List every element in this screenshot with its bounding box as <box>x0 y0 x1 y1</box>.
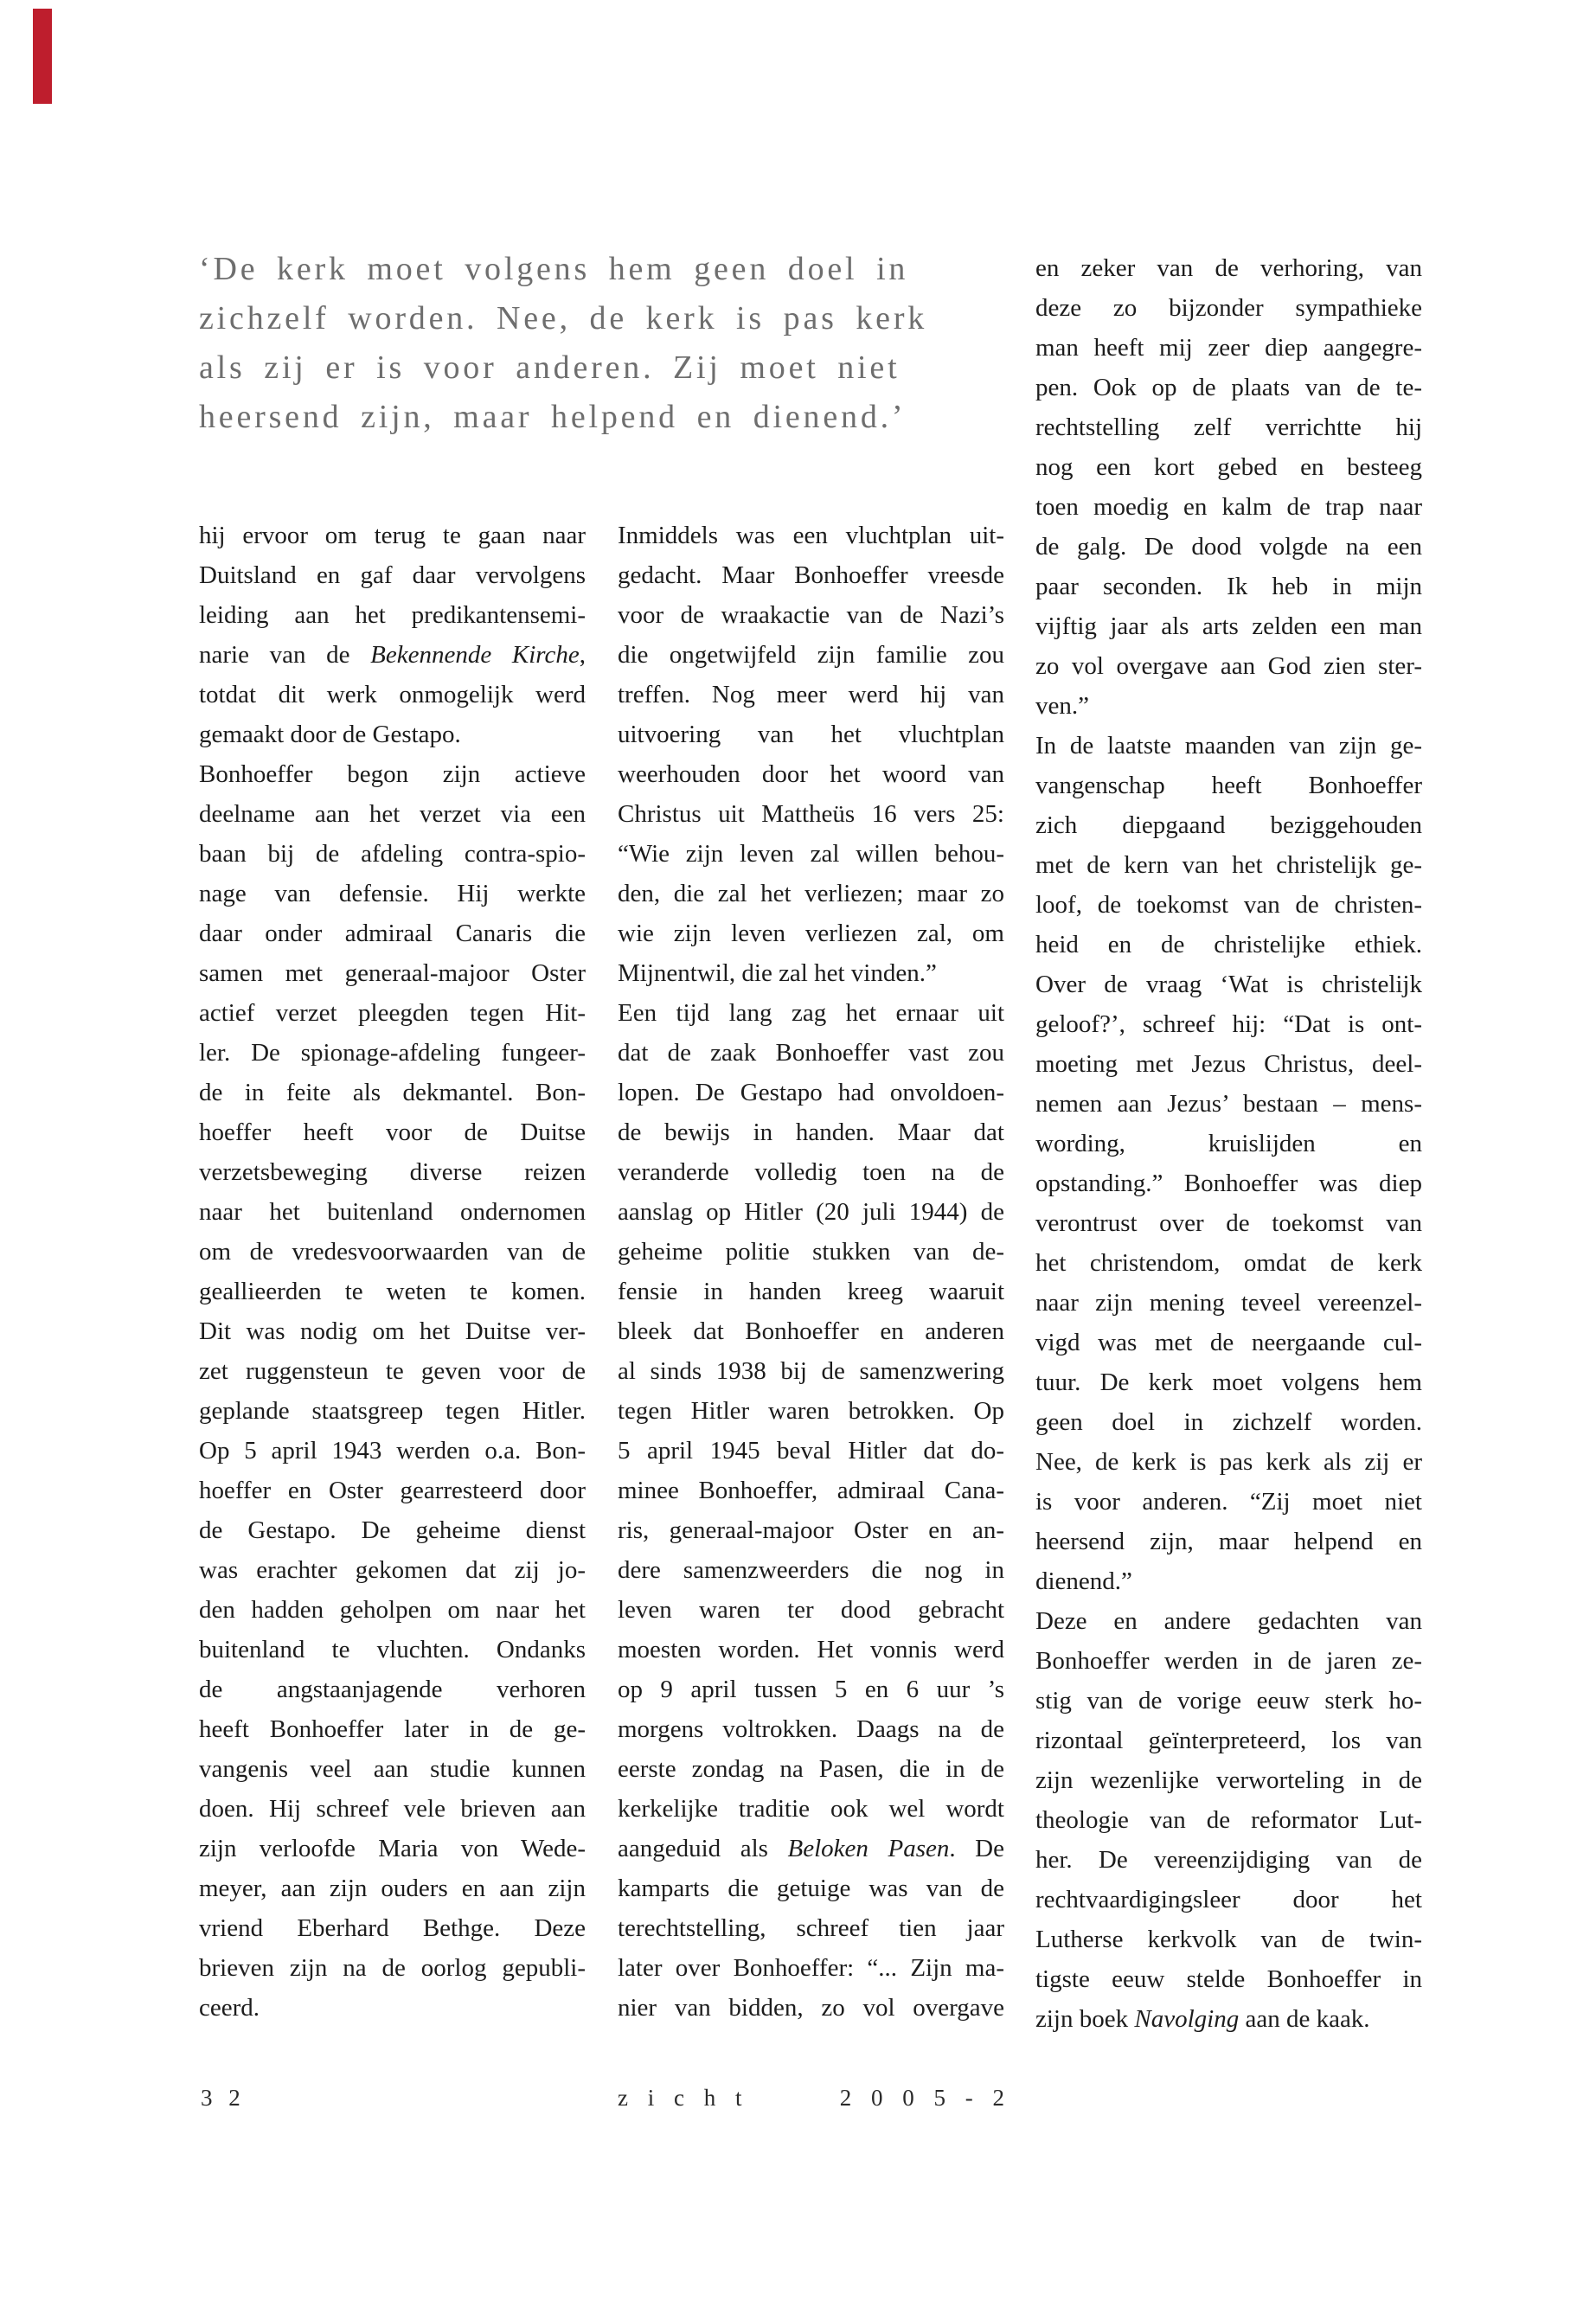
text-line: stig van de vorige eeuw sterk ho- <box>1035 1687 1422 1715</box>
text-line: tigste eeuw stelde Bonhoeffer in <box>1035 1965 1422 1993</box>
text-line: loof, de toekomst van de christen- <box>1035 891 1422 919</box>
journal-name: z i c h t <box>618 2085 742 2111</box>
text-line: dat de zaak Bonhoeffer vast zou <box>618 1039 1004 1067</box>
text-line: naar het buitenland ondernomen <box>199 1198 586 1226</box>
text-line: Christus uit Mattheüs 16 vers 25: <box>618 800 1004 828</box>
text-line: vigd was met de neergaande cul- <box>1035 1329 1422 1356</box>
text-line: 5 april 1945 beval Hitler dat do- <box>618 1437 1004 1465</box>
text-line: wording, kruislijden en <box>1035 1130 1422 1157</box>
text-line: meyer, aan zijn ouders en aan zijn <box>199 1875 586 1902</box>
text-line: zet ruggensteun te geven voor de <box>199 1357 586 1385</box>
text-line: Lutherse kerkvolk van de twin- <box>1035 1926 1422 1953</box>
text-line: moeting met Jezus Christus, deel- <box>1035 1050 1422 1078</box>
text-line: weerhouden door het woord van <box>618 760 1004 788</box>
issue-number: 2 0 0 5 - 2 <box>839 2085 1004 2111</box>
text-line: ris, generaal-majoor Oster en an- <box>618 1516 1004 1544</box>
text-line: heid en de christelijke ethiek. <box>1035 931 1422 958</box>
text-line: de galg. De dood volgde na een <box>1035 533 1422 561</box>
text-line: de in feite als dekmantel. Bon- <box>199 1079 586 1106</box>
text-line: treffen. Nog meer werd hij van <box>618 681 1004 708</box>
text-line: hoeffer en Oster gearresteerd door <box>199 1477 586 1504</box>
text-line: vangenis veel aan studie kunnen <box>199 1755 586 1783</box>
text-line: eerste zondag na Pasen, die in de <box>618 1755 1004 1783</box>
text-line: gedacht. Maar Bonhoeffer vreesde <box>618 561 1004 589</box>
text-line: nage van defensie. Hij werkte <box>199 880 586 907</box>
red-bookmark-mark <box>33 9 52 104</box>
text-line: samen met generaal-majoor Oster <box>199 959 586 987</box>
text-line: ler. De spionage-afdeling fungeer- <box>199 1039 586 1067</box>
text-line: de Gestapo. De geheime dienst <box>199 1516 586 1544</box>
text-line: totdat dit werk onmogelijk werd <box>199 681 586 708</box>
text-line: deelname aan het verzet via een <box>199 800 586 828</box>
text-line: voor de wraakactie van de Nazi’s <box>618 601 1004 629</box>
text-column-2 <box>618 516 1004 2028</box>
text-line: rechtstelling zelf verrichtte hij <box>1035 413 1422 441</box>
text-column-1 <box>199 516 586 2028</box>
text-line: rechtvaardigingsleer door het <box>1035 1886 1422 1913</box>
text-line: Duitsland en gaf daar vervolgens <box>199 561 586 589</box>
text-line: later over Bonhoeffer: “... Zijn ma- <box>618 1954 1004 1982</box>
text-line: hoeffer heeft voor de Duitse <box>199 1118 586 1146</box>
text-line: deze zo bijzonder sympathieke <box>1035 294 1422 322</box>
text-line: vangenschap heeft Bonhoeffer <box>1035 772 1422 799</box>
text-line: zijn verloofde Maria von Wede- <box>199 1835 586 1862</box>
text-line: veranderde volledig toen na de <box>618 1158 1004 1186</box>
text-line: naar zijn mening teveel vereenzel- <box>1035 1289 1422 1317</box>
text-line: opstanding.” Bonhoeffer was diep <box>1035 1170 1422 1197</box>
text-line: heeft Bonhoeffer later in de ge- <box>199 1715 586 1743</box>
text-line: om de vredesvoorwaarden van de <box>199 1238 586 1266</box>
text-line: geen doel in zichzelf worden. <box>1035 1408 1422 1436</box>
text-line: Deze en andere gedachten van <box>1035 1607 1422 1635</box>
text-line: Dit was nodig om het Duitse ver- <box>199 1317 586 1345</box>
text-line: ven.” <box>1035 692 1089 720</box>
text-line: moesten worden. Het vonnis werd <box>618 1636 1004 1663</box>
text-line: verzetsbeweging diverse reizen <box>199 1158 586 1186</box>
text-line: buitenland te vluchten. Ondanks <box>199 1636 586 1663</box>
text-line: het christendom, omdat de kerk <box>1035 1249 1422 1277</box>
text-line: baan bij de afdeling contra-spio- <box>199 840 586 868</box>
text-line: tuur. De kerk moet volgens hem <box>1035 1368 1422 1396</box>
text-line: Op 5 april 1943 werden o.a. Bon- <box>199 1437 586 1465</box>
text-line: zich diepgaand beziggehouden <box>1035 811 1422 839</box>
text-line: narie van de Bekennende Kirche, <box>199 641 586 669</box>
pull-quote <box>199 245 1012 442</box>
text-line: uitvoering van het vluchtplan <box>618 721 1004 748</box>
text-line: dienend.” <box>1035 1567 1132 1595</box>
text-line: met de kern van het christelijk ge- <box>1035 851 1422 879</box>
text-line: Bonhoeffer begon zijn actieve <box>199 760 586 788</box>
text-line: morgens voltrokken. Daags na de <box>618 1715 1004 1743</box>
text-line: aanslag op Hitler (20 juli 1944) de <box>618 1198 1004 1226</box>
text-line: Inmiddels was een vluchtplan uit- <box>618 522 1004 549</box>
text-line: de bewijs in handen. Maar dat <box>618 1118 1004 1146</box>
journal-footer <box>618 2085 1004 2112</box>
text-line: man heeft mij zeer diep aangegre- <box>1035 334 1422 362</box>
text-line: nog een kort gebed en besteeg <box>1035 453 1422 481</box>
pull-quote-line: zichzelf worden. Nee, de kerk is pas kerk <box>199 300 928 336</box>
text-line: bleek dat Bonhoeffer en anderen <box>618 1317 1004 1345</box>
text-line: verontrust over de toekomst van <box>1035 1209 1422 1237</box>
text-line: rizontaal geïnterpreteerd, los van <box>1035 1727 1422 1754</box>
text-line: Nee, de kerk is pas kerk als zij er <box>1035 1448 1422 1476</box>
text-line: doen. Hij schreef vele brieven aan <box>199 1795 586 1823</box>
text-line: kerkelijke traditie ook wel wordt <box>618 1795 1004 1823</box>
text-line: Mijnentwil, die zal het vinden.” <box>618 959 937 987</box>
text-line: nemen aan Jezus’ bestaan – mens- <box>1035 1090 1422 1118</box>
text-line: toen moedig en kalm de trap naar <box>1035 493 1422 521</box>
text-line: In de laatste maanden van zijn ge- <box>1035 732 1422 760</box>
text-line: daar onder admiraal Canaris die <box>199 920 586 947</box>
page-number: 3 2 <box>201 2085 240 2111</box>
text-line: wie zijn leven verliezen zal, om <box>618 920 1004 947</box>
text-line: vijftig jaar als arts zelden een man <box>1035 612 1422 640</box>
text-line: Over de vraag ‘Wat is christelijk <box>1035 971 1422 998</box>
text-line: actief verzet pleegden tegen Hit- <box>199 999 586 1027</box>
text-line: her. De vereenzijdiging van de <box>1035 1846 1422 1874</box>
text-line: ceerd. <box>199 1994 260 2022</box>
text-line: op 9 april tussen 5 en 6 uur ’s <box>618 1676 1004 1703</box>
text-line: aangeduid als Beloken Pasen. De <box>618 1835 1004 1862</box>
text-line: zijn wezenlijke verworteling in de <box>1035 1766 1422 1794</box>
pull-quote-line: heersend zijn, maar helpend en dienend.’ <box>199 399 907 435</box>
text-line: geplande staatsgreep tegen Hitler. <box>199 1397 586 1425</box>
text-line: leven waren ter dood gebracht <box>618 1596 1004 1624</box>
text-line: geloof?’, schreef hij: “Dat is ont- <box>1035 1010 1422 1038</box>
text-line: “Wie zijn leven zal willen behou- <box>618 840 1004 868</box>
text-line: lopen. De Gestapo had onvoldoen- <box>618 1079 1004 1106</box>
text-line: terechtstelling, schreef tien jaar <box>618 1914 1004 1942</box>
text-line: tegen Hitler waren betrokken. Op <box>618 1397 1004 1425</box>
text-line: nier van bidden, zo vol overgave <box>618 1994 1004 2022</box>
text-line: paar seconden. Ik heb in mijn <box>1035 573 1422 600</box>
text-line: die ongetwijfeld zijn familie zou <box>618 641 1004 669</box>
text-line: fensie in handen kreeg waaruit <box>618 1278 1004 1305</box>
text-line: hij ervoor om terug te gaan naar <box>199 522 586 549</box>
text-column-3 <box>1035 248 1422 2039</box>
text-line: is voor anderen. “Zij moet niet <box>1035 1488 1422 1516</box>
text-line: al sinds 1938 bij de samenzwering <box>618 1357 1004 1385</box>
text-line: en zeker van de verhoring, van <box>1035 254 1422 282</box>
text-line: gemaakt door de Gestapo. <box>199 721 461 748</box>
text-line: was erachter gekomen dat zij jo- <box>199 1556 586 1584</box>
text-line: vriend Eberhard Bethge. Deze <box>199 1914 586 1942</box>
pull-quote-line: ‘De kerk moet volgens hem geen doel in <box>199 251 909 287</box>
text-line: heersend zijn, maar helpend en <box>1035 1528 1422 1555</box>
text-line: den, die zal het verliezen; maar zo <box>618 880 1004 907</box>
text-line: Bonhoeffer werden in de jaren ze- <box>1035 1647 1422 1675</box>
text-line: kamparts die getuige was van de <box>618 1875 1004 1902</box>
text-line: brieven zijn na de oorlog gepubli- <box>199 1954 586 1982</box>
text-line: theologie van de reformator Lut- <box>1035 1806 1422 1834</box>
pull-quote-line: als zij er is voor anderen. Zij moet niet <box>199 349 901 386</box>
text-line: geheime politie stukken van de- <box>618 1238 1004 1266</box>
text-line: Een tijd lang zag het ernaar uit <box>618 999 1004 1027</box>
text-line: zijn boek Navolging aan de kaak. <box>1035 2005 1370 2033</box>
text-line: de angstaanjagende verhoren <box>199 1676 586 1703</box>
text-line: geallieerden te weten te komen. <box>199 1278 586 1305</box>
text-line: dere samenzweerders die nog in <box>618 1556 1004 1584</box>
text-line: minee Bonhoeffer, admiraal Cana- <box>618 1477 1004 1504</box>
text-line: leiding aan het predikantensemi- <box>199 601 586 629</box>
text-line: den hadden geholpen om naar het <box>199 1596 586 1624</box>
text-line: zo vol overgave aan God zien ster- <box>1035 652 1422 680</box>
text-line: pen. Ook op de plaats van de te- <box>1035 374 1422 401</box>
